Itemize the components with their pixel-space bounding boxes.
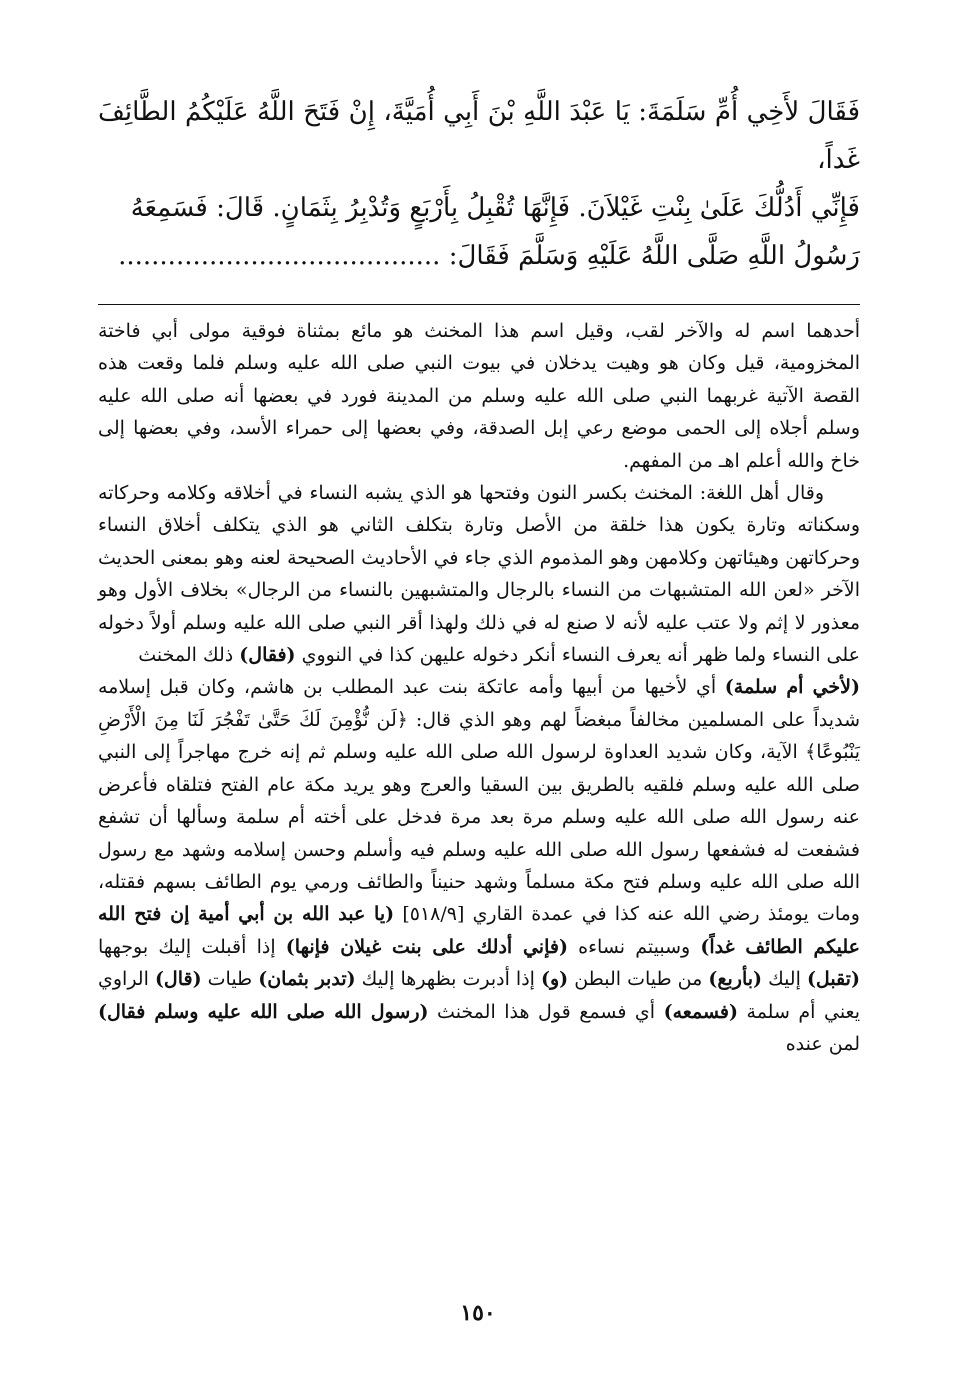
commentary-text: وسبيتم نساءه — [578, 935, 691, 958]
matn-quote: (تقبل) — [806, 968, 860, 991]
matn-quote: (و) — [541, 968, 569, 991]
commentary-text: ذلك المخنث — [138, 644, 234, 667]
commentary-text: لمن عنده — [785, 1032, 860, 1055]
commentary-text: الراوي يعني أم سلمة — [98, 968, 861, 1023]
hadith-line-2: فَإِنِّي أَدُلُّكَ عَلَىٰ بِنْتِ غَيْلاَنَ. فَإِنَّهَا تُقْبِلُ بِأَرْبَعٍ وَتُدْبِرُ بِثَمَانٍ. قَالَ: فَسَمِعَهُ — [130, 193, 860, 223]
commentary-text: أي لأخيها من أبيها وأمه عاتكة بنت عبد المطلب بن هاشم، وكان قبل إسلامه شديداً على المسلمين مخالفاً مبغضاً لهم وهو الذي قال: — [98, 676, 860, 731]
hadith-line-3 — [98, 232, 860, 280]
commentary-text: وقال أهل اللغة: المخنث بكسر النون وفتحها هو الذي يشبه النساء في أخلاقه وكلامه وحركاته وسكناته وتارة يكون هذا خلقة من الأصل وتارة بتكلف الثاني هو الذي يتكلف أخلاق النساء وحركاتهن وهيئاتهن وكلامهن وهو المذموم الذي جاء في الأحاديث الصحيحة لعنه وهو بمعنى الحديث الآخر «لعن الله المتشبهات من النساء بالرجال والمتشبهين بالنساء من الرجال» بخلاف الأول وهو معذور لا إثم ولا عتب عليه لأنه لا صنع له في ذلك ولهذا أقر النبي صلى الله عليه وسلم أولاً دخوله على النساء ولما ظهر أنه يعرف النساء أنكر دخوله عليهن كذا في النووي — [98, 482, 860, 667]
commentary-text: من طيات البطن — [574, 968, 703, 991]
hadith-dots: ....................................... — [118, 241, 441, 271]
matn-quote: (تدبر بثمان) — [258, 968, 356, 991]
matn-quote: (يا عبد الله بن أبي أمية إن فتح الله عليكم الطائف غداً) — [98, 903, 860, 958]
hadith-text — [98, 88, 860, 280]
commentary-text: طيات — [207, 968, 253, 991]
commentary-text: إذا أدبرت بظهرها إليك — [361, 968, 535, 991]
page-body — [98, 88, 860, 1060]
commentary-text: أي فسمع قول هذا المخنث — [437, 1000, 656, 1023]
commentary-paragraph-2 — [98, 477, 860, 1060]
matn-quote: (رسول الله صلى الله عليه وسلم فقال) — [98, 1000, 429, 1023]
footnote-divider — [98, 304, 860, 305]
commentary-text: إليك — [768, 968, 801, 991]
matn-quote: (بأربع) — [708, 968, 763, 991]
commentary-paragraph-1: أحدهما اسم له والآخر لقب، وقيل اسم هذا المخنث هو مائع بمثناة فوقية مولى أبي فاختة المخزومية، قيل وكان هو وهيت يدخلان في بيوت النبي صلى الله عليه وسلم فلما وقعت هذه القصة الآتية غربهما النبي صلى الله عليه وسلم من المدينة فورد في بعضها أنه صلى الله عليه وسلم أجلاه إلى الحمى موضع رعي إبل الصدقة، وفي بعضها إلى حمراء الأسد، وفي بعضها إلى خاخ والله أعلم اهـ من المفهم. — [98, 320, 860, 472]
matn-quote: (فسمعه) — [663, 1000, 738, 1023]
hadith-line-1: فَقَالَ لأَخِي أُمِّ سَلَمَةَ: يَا عَبْدَ اللَّهِ بْنَ أَبِي أُمَيَّةَ، إِنْ فَتَحَ اللَّهُ عَلَيْكُمُ الطَّائِفَ غَداً، — [98, 97, 860, 175]
commentary-text: الآية، وكان شديد العداوة لرسول الله صلى الله عليه وسلم ثم إنه خرج مهاجراً إلى النبي صلى الله عليه وسلم فلقيه بالطريق بين السقيا والعرج وهو يريد مكة عام الفتح فتلقاه فأعرض عنه رسول الله صلى الله عليه وسلم مرة بعد مرة فدخل على أخته أم سلمة وسألها أن تشفع فشفعت له فشفعها رسول الله صلى الله عليه وسلم فيه وأسلم وحسن إسلامه وشهد مع رسول الله صلى الله عليه وسلم فتح مكة مسلماً وشهد حنيناً والطائف ورمي يوم الطائف بسهم فقتله، ومات يومئذ رضي الله عنه كذا في عمدة القاري [٥١٨/٩] — [98, 741, 860, 926]
matn-quote: (قال) — [154, 968, 202, 991]
matn-quote: (فقال) — [239, 644, 296, 667]
commentary-text: إذا أقبلت إليك بوجهها — [98, 935, 276, 958]
page-number: ١٥٠ — [460, 1300, 496, 1326]
hadith-line-3-text: رَسُولُ اللَّهِ صَلَّى اللَّهُ عَلَيْهِ وَسَلَّمَ فَقَالَ: — [448, 241, 860, 271]
commentary — [98, 315, 860, 1060]
matn-quote: (فإني أدلك على بنت غيلان فإنها) — [285, 935, 568, 958]
quran-verse: ﴿لَن نُّؤْمِنَ لَكَ حَتَّىٰ تَفْجُرَ لَنَا مِنَ الْأَرْضِ يَنْبُوعًا﴾ — [98, 708, 860, 764]
matn-quote: (لأخي أم سلمة) — [724, 676, 860, 699]
